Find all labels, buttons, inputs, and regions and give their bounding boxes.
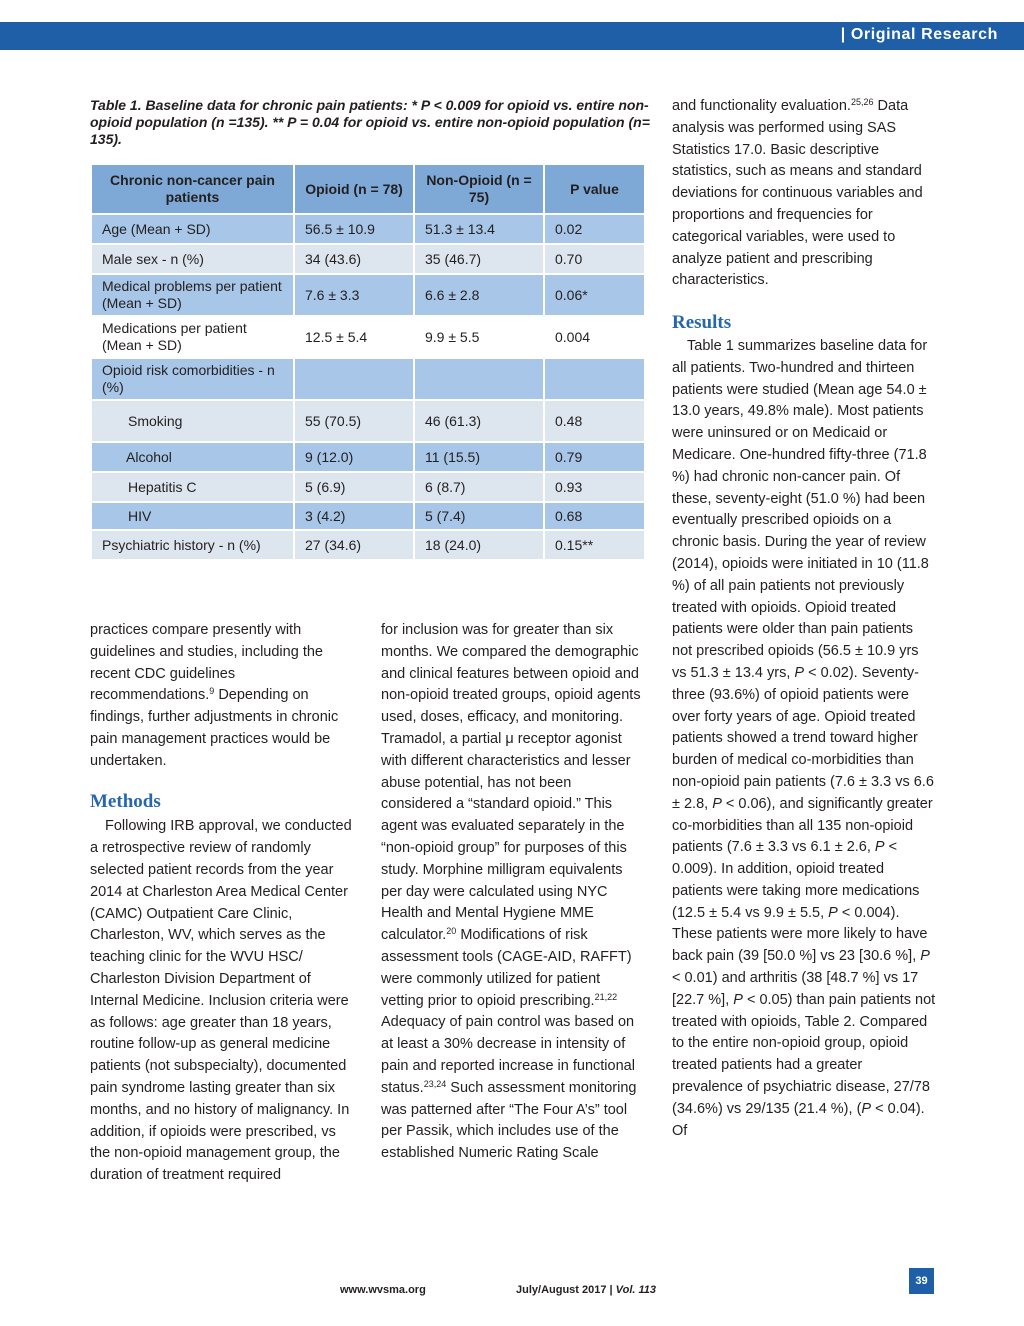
section-label: | Original Research: [840, 26, 998, 43]
table-cell: 7.6 ± 3.3: [294, 274, 414, 316]
table-cell: 5 (6.9): [294, 472, 414, 502]
page-number: 39: [909, 1268, 934, 1294]
issue-date: July/August 2017 |: [516, 1284, 616, 1296]
results-paragraph: [672, 336, 937, 1142]
table-cell: Age (Mean + SD): [91, 214, 294, 244]
table-caption: Table 1. Baseline data for chronic pain patients: * P < 0.009 for opioid vs. entire non-opioid population (n =135). ** P = 0.04 for opioid vs. entire non-opioid population (n= 135).: [90, 97, 650, 147]
p-value-symbol: P: [733, 991, 743, 1008]
table-cell: 55 (70.5): [294, 400, 414, 442]
table-cell: 34 (43.6): [294, 244, 414, 274]
table-header-cell: Non-Opioid (n = 75): [414, 164, 544, 214]
p-value-symbol: P: [828, 904, 838, 921]
table-cell: 6 (8.7): [414, 472, 544, 502]
table-cell: 0.93: [544, 472, 645, 502]
table-cell: 9.9 ± 5.5: [414, 316, 544, 358]
analysis-paragraph: [672, 96, 937, 292]
table-cell: 0.79: [544, 442, 645, 472]
column-right: [672, 96, 937, 1142]
table-cell: Opioid risk comorbidities - n (%): [91, 358, 294, 400]
reference-marker: 23,24: [423, 1078, 447, 1089]
methods-paragraph: Following IRB approval, we conducted a retrospective review of randomly selected patient records from the year 2014 at Charleston Area Medical Center (CAMC) Outpatient Care Clinic, Charleston, WV, which serves as the teaching clinic for the WVU HSC/ Charleston Division Department of Internal Medicine. Inclusion criteria were as follows: age greater than 18 years, routine follow-up as general medicine patients (not subspecialty), documented pain syndrome lasting greater than six months, and no history of malignancy. In addition, if opioids were prescribed, vs the non-opioid management group, the duration of treatment required: [90, 818, 352, 1184]
header-bar: [0, 22, 1024, 50]
table-row: [91, 530, 645, 560]
text-span: < 0.04). Of: [672, 1100, 925, 1139]
table-cell: 0.48: [544, 400, 645, 442]
table-cell: [544, 358, 645, 400]
volume-label: Vol. 113: [615, 1284, 657, 1296]
methods-heading: Methods: [90, 790, 161, 812]
table-row: [91, 358, 645, 400]
table-row: [91, 400, 645, 442]
text-span: < 0.009). In addition, opioid treated patients were taking more medications (12.5 ± 5.4 vs 9.9 ± 5.5,: [672, 839, 920, 921]
results-heading: Results: [672, 312, 732, 334]
reference-marker: 9: [209, 686, 215, 697]
text-span: Adequacy of pain control was based on at least a 30% decrease in intensity of pain and reported increase in functional status.: [381, 1014, 635, 1096]
text-span: < 0.02). Seventy-three (93.6%) of opioid patients were over forty years of age. Opioid treated patients showed a trend toward higher burden of medical co-morbidities than non-opioid pain patients (7.6 ± 3.3 vs 6.6 ± 2.8,: [672, 664, 934, 812]
table-cell: 35 (46.7): [414, 244, 544, 274]
p-value-symbol: P: [861, 1100, 872, 1117]
text-span: and functionality evaluation.: [672, 98, 851, 114]
p-value-symbol: P: [794, 664, 805, 681]
text-span: Depending on findings, further adjustments in chronic pain management practices would be undertaken.: [90, 687, 339, 769]
intro-paragraph: [90, 620, 352, 773]
table-cell: 0.68: [544, 502, 645, 530]
text-span: practices compare presently with guidelines and studies, including the recent CDC guidelines recommendations.: [90, 622, 323, 704]
text-span: < 0.06), and significantly greater co-morbidities than all 135 non-opioid patients (7.6 ± 3.3 vs 6.1 ± 2.6,: [672, 795, 933, 856]
table-row: [91, 244, 645, 274]
table-cell: Alcohol: [91, 442, 294, 472]
baseline-data-table: [90, 163, 646, 561]
table-cell: 18 (24.0): [414, 530, 544, 560]
table-cell: Male sex - n (%): [91, 244, 294, 274]
table-header-cell: Chronic non-cancer pain patients: [91, 164, 294, 214]
p-value-symbol: P: [920, 948, 930, 965]
table-cell: 0.15**: [544, 530, 645, 560]
table-cell: Medications per patient (Mean + SD): [91, 316, 294, 358]
table-cell: Smoking: [91, 400, 294, 442]
column-middle: [381, 620, 646, 1165]
table-row: [91, 214, 645, 244]
table-cell: 46 (61.3): [414, 400, 544, 442]
text-span: Table 1 summarizes baseline data for all patients. Two-hundred and thirteen patients were studied (Mean age 54.0 ± 13.0 years, 49.8% male). Most patients were uninsured or on Medicaid or Medicare. One-hundred fifty-three (71.8 %) had chronic non-cancer pain. Of these, seventy-eight (51.0 %) had been eventually prescribed opioids on a chronic basis. During the year of review (2014), opioids were initiated in 10 (11.8 %) of all pain patients not previously treated with opioids. Opioid treated patients were older than pain patients not prescribed opioids (56.5 ± 10.9 yrs vs 51.3 ± 13.4 yrs,: [672, 337, 929, 681]
text-span: for inclusion was for greater than six months. We compared the demographic and clinical features between opioid and non-opioid treated groups, opioid agents used, doses, efficacy, and monitoring. Tramadol, a partial μ receptor agonist with different characteristics and lesser abuse potential, has not been considered a “standard opioid.” This agent was evaluated separately in the “non-opioid group” for purposes of this study. Morphine milligram equivalents per day were calculated using NYC Health and Mental Hygiene MME calculator.: [381, 622, 641, 944]
reference-marker: 21,22: [594, 991, 618, 1002]
p-value-symbol: P: [712, 795, 722, 812]
text-span: < 0.05) than pain patients not treated with opioids, Table 2. Compared to the entire non-opioid group, opioid treated patients had a greater prevalence of psychiatric disease, 27/78 (34.6%) vs 29/135 (21.4 %), (: [672, 991, 936, 1117]
table-row: [91, 274, 645, 316]
table-cell: 12.5 ± 5.4: [294, 316, 414, 358]
table-cell: 0.02: [544, 214, 645, 244]
table-cell: 11 (15.5): [414, 442, 544, 472]
table-cell: 56.5 ± 10.9: [294, 214, 414, 244]
text-span: Modifications of risk assessment tools (CAGE-AID, RAFFT) were commonly utilized for patient vetting prior to opioid prescribing.: [381, 927, 632, 1009]
text-span: Data analysis was performed using SAS Statistics 17.0. Basic descriptive statistics, such as means and standard deviations for continuous variables and proportions and frequencies for categorical variables, were used to analyze patient and prescribing characteristics.: [672, 98, 923, 289]
table-header-cell: P value: [544, 164, 645, 214]
table-row: [91, 472, 645, 502]
footer-issue: [516, 1284, 656, 1296]
text-span: Such assessment monitoring was patterned after “The Four A’s” tool per Passik, which includes use of the established Numeric Rating Scale: [381, 1079, 637, 1162]
table-cell: 3 (4.2): [294, 502, 414, 530]
table-cell: 0.70: [544, 244, 645, 274]
table-header-row: [91, 164, 645, 214]
table-cell: [294, 358, 414, 400]
table-cell: 51.3 ± 13.4: [414, 214, 544, 244]
table-cell: 0.004: [544, 316, 645, 358]
text-span: < 0.004). These patients were more likely to have back pain (39 [50.0 %] vs 23 [30.6 %],: [672, 904, 928, 965]
table-row: [91, 316, 645, 358]
table-cell: 5 (7.4): [414, 502, 544, 530]
table-cell: 6.6 ± 2.8: [414, 274, 544, 316]
methods-continued-paragraph: [381, 620, 646, 1165]
table-cell: 0.06*: [544, 274, 645, 316]
reference-marker: 20: [446, 926, 457, 937]
table-row: [91, 442, 645, 472]
table-cell: Medical problems per patient (Mean + SD): [91, 274, 294, 316]
table-cell: 27 (34.6): [294, 530, 414, 560]
table-cell: Psychiatric history - n (%): [91, 530, 294, 560]
table-cell: [414, 358, 544, 400]
p-value-symbol: P: [874, 839, 885, 856]
text-span: < 0.01) and arthritis (38 [48.7 %] vs 17 [22.7 %],: [672, 970, 919, 1008]
footer-website: www.wvsma.org: [340, 1284, 426, 1296]
table-row: [91, 502, 645, 530]
table-cell: 9 (12.0): [294, 442, 414, 472]
table-header-cell: Opioid (n = 78): [294, 164, 414, 214]
column-left: [90, 620, 352, 1187]
table-cell: Hepatitis C: [91, 472, 294, 502]
reference-marker: 25,26: [850, 97, 874, 107]
table-cell: HIV: [91, 502, 294, 530]
